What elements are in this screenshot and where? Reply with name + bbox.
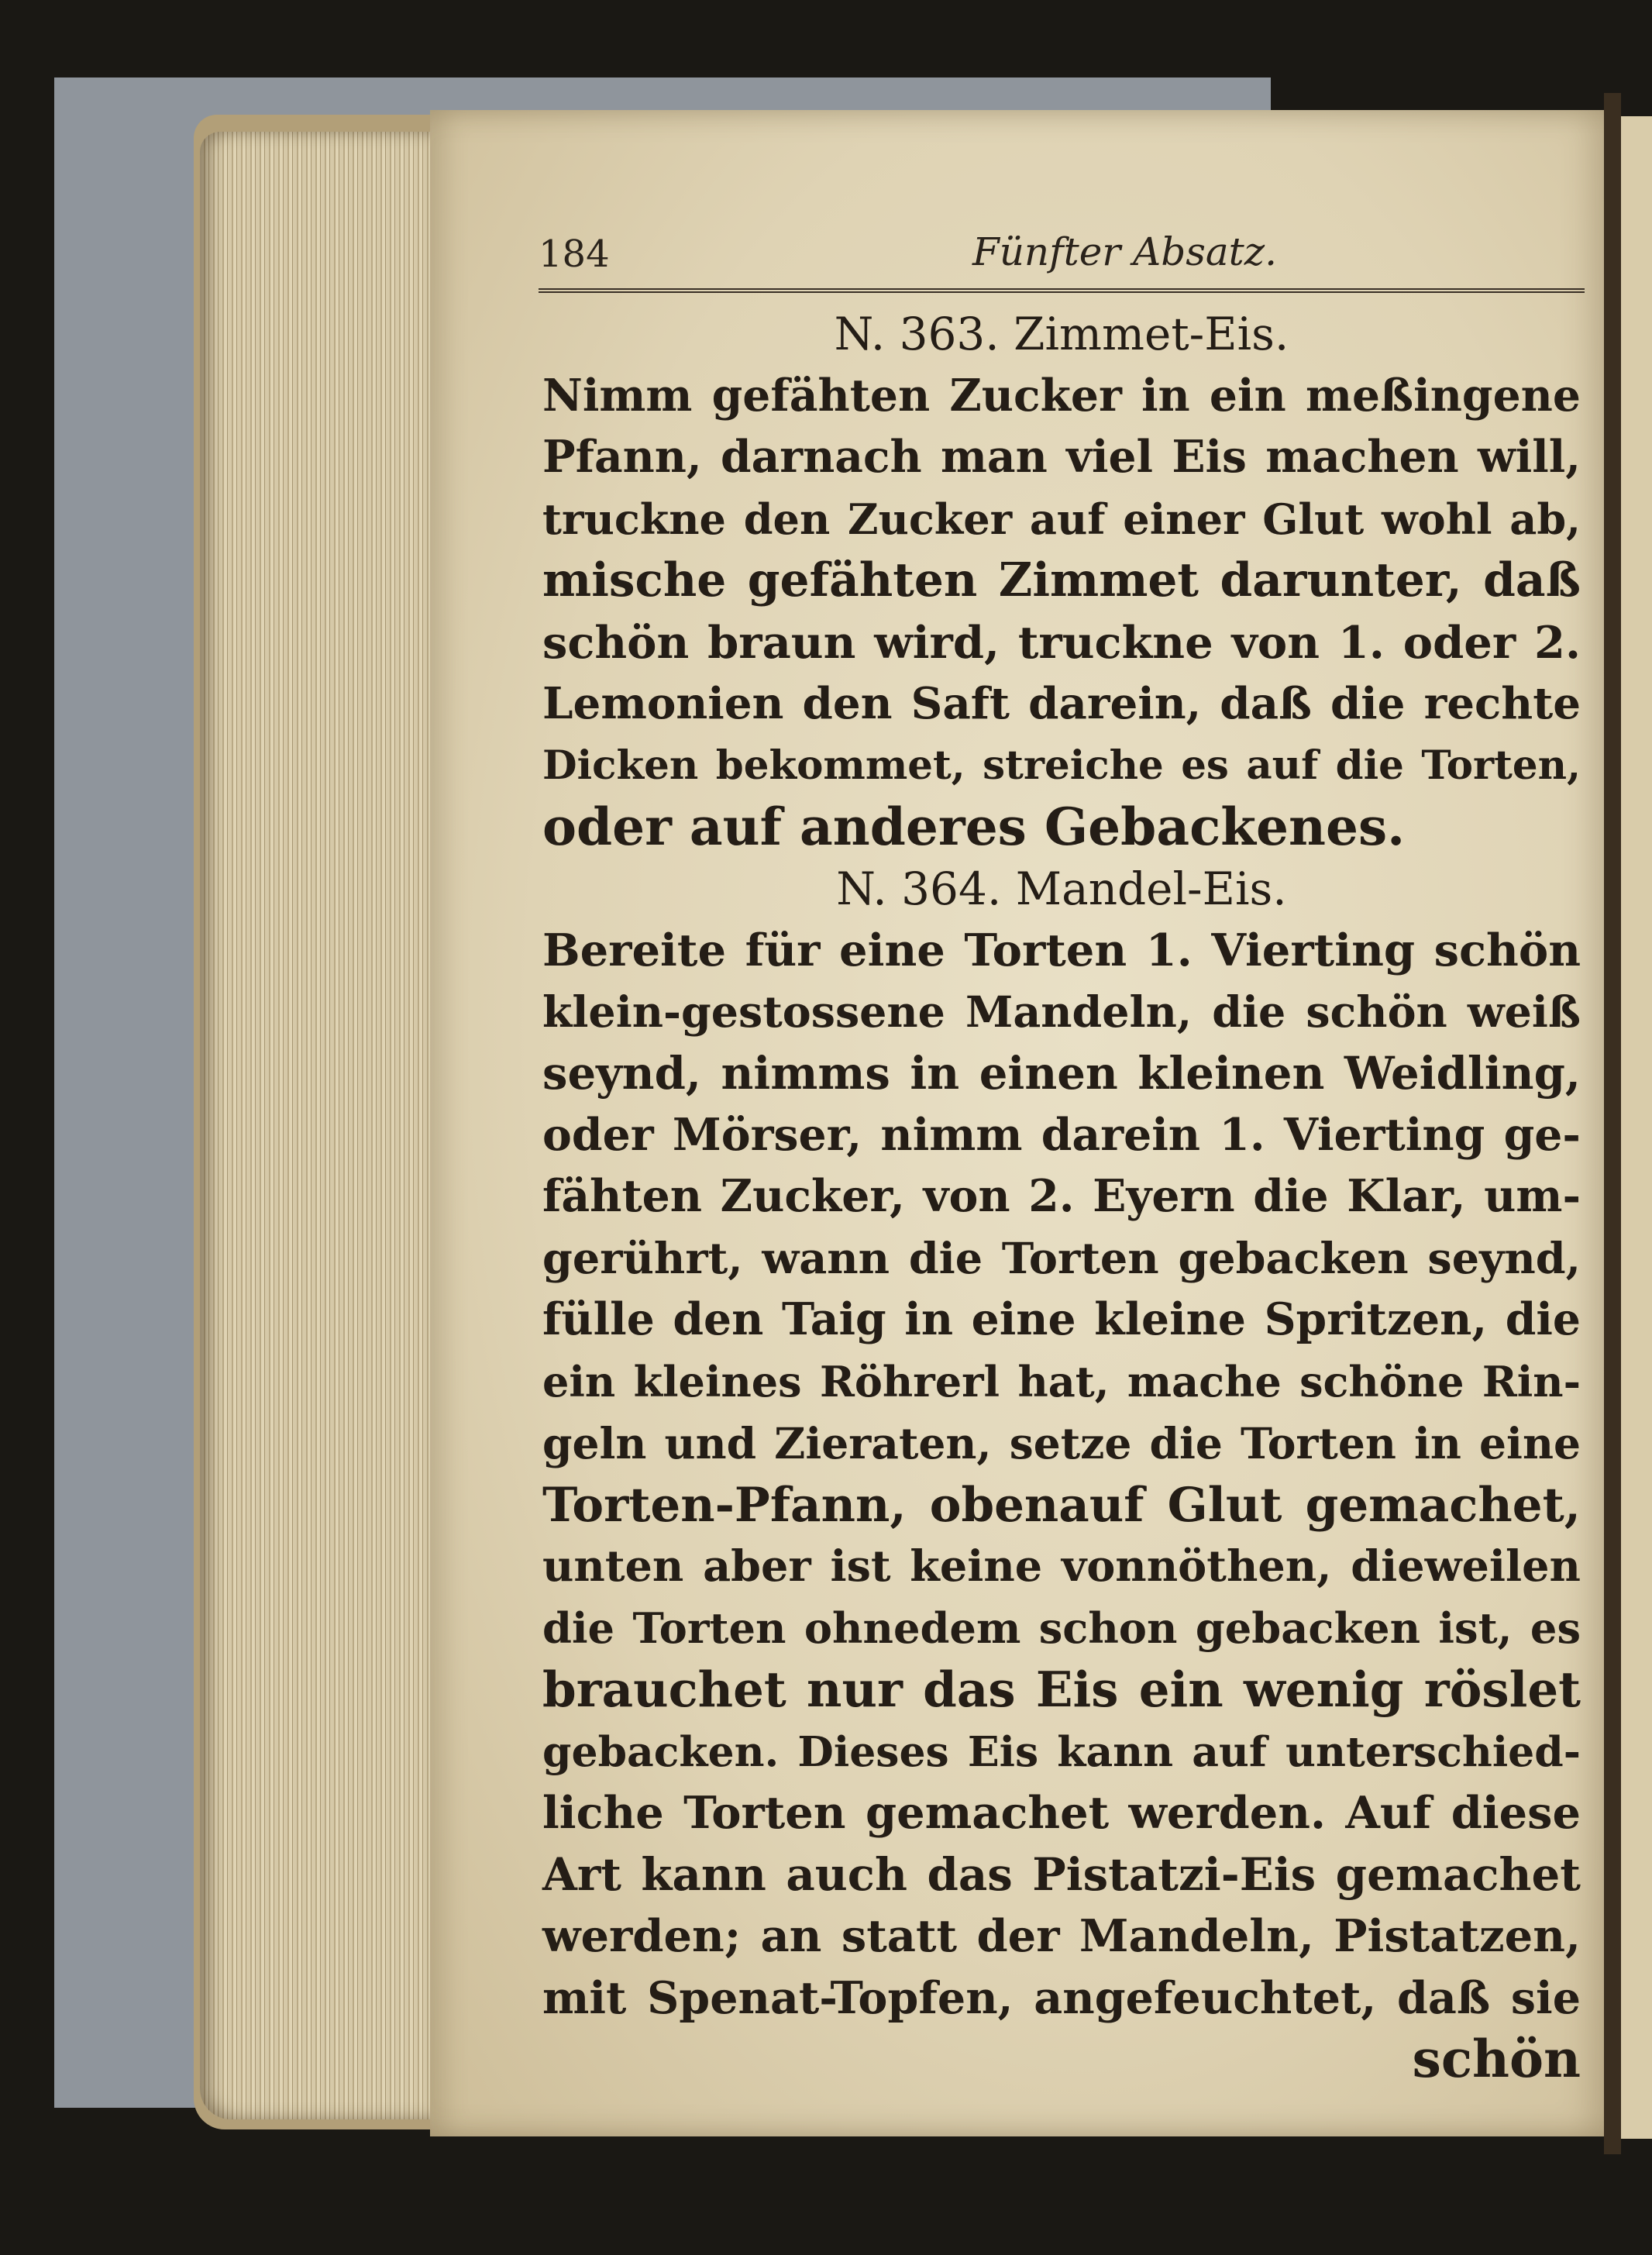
text-line: schön braun wird, truckne von 1. oder 2. <box>542 615 1581 669</box>
page-header <box>539 225 1585 293</box>
text-line: mische gefähten Zimmet darunter, daß <box>542 553 1581 608</box>
text-line: oder Mörser, nimm darein 1. Vierting ge- <box>542 1109 1581 1161</box>
text-line: gerührt, wann die Torten gebacken seynd, <box>542 1233 1581 1284</box>
text-line: unten aber ist keine vonnöthen, dieweilen <box>542 1541 1581 1592</box>
text-line: gebacken. Dieses Eis kann auf unterschied- <box>542 1727 1581 1776</box>
text-line: Pfann, darnach man viel Eis machen will, <box>542 432 1581 483</box>
page-edges <box>200 132 432 2119</box>
text-line: liche Torten gemachet werden. Auf diese <box>542 1786 1581 1839</box>
text-line: fähten Zucker, von 2. Eyern die Klar, um- <box>542 1171 1581 1222</box>
recipe-title: N. 364. Mandel-Eis. <box>836 862 1287 915</box>
text-line: Lemonien den Saft darein, daß die rechte <box>542 678 1581 729</box>
text-line: Dicken bekommet, streiche es auf die Torten, <box>542 742 1581 789</box>
text-line: seynd, nimms in einen kleinen Weidling, <box>542 1047 1581 1100</box>
book-gutter <box>1604 93 1621 2154</box>
page-body <box>542 304 1581 2091</box>
catchword: schön <box>1412 2029 1581 2089</box>
text-line: klein-gestossene Mandeln, die schön weiß <box>542 986 1581 1038</box>
text-line: ein kleines Röhrerl hat, mache schöne Rin- <box>542 1356 1581 1406</box>
running-head: Fünfter Absatz. <box>972 229 1277 274</box>
text-line: fülle den Taig in eine kleine Spritzen, die <box>542 1294 1581 1345</box>
text-line: Nimm gefähten Zucker in ein meßingene <box>542 370 1581 422</box>
text-line: die Torten ohnedem schon gebacken ist, es <box>542 1603 1581 1653</box>
text-line: Art kann auch das Pistatzi-Eis gemachet <box>542 1847 1581 1901</box>
text-line: oder auf anderes Gebackenes. <box>542 797 1406 857</box>
recipe-title: N. 363. Zimmet-Eis. <box>834 308 1289 360</box>
facing-page-edge <box>1621 116 1652 2139</box>
text-line: Bereite für eine Torten 1. Vierting schön <box>542 924 1581 976</box>
text-line: Torten-Pfann, obenauf Glut gemachet, <box>542 1477 1581 1533</box>
text-line: mit Spenat-Topfen, angefeuchtet, daß sie <box>542 1971 1581 2024</box>
text-line: werden; an statt der Mandeln, Pistatzen, <box>542 1909 1581 1962</box>
text-line: geln und Zieraten, setze die Torten in eine <box>542 1418 1581 1468</box>
page-number: 184 <box>539 232 610 276</box>
text-line: brauchet nur das Eis ein wenig röslet <box>542 1661 1581 1718</box>
text-line: truckne den Zucker auf einer Glut wohl ab, <box>542 494 1581 544</box>
